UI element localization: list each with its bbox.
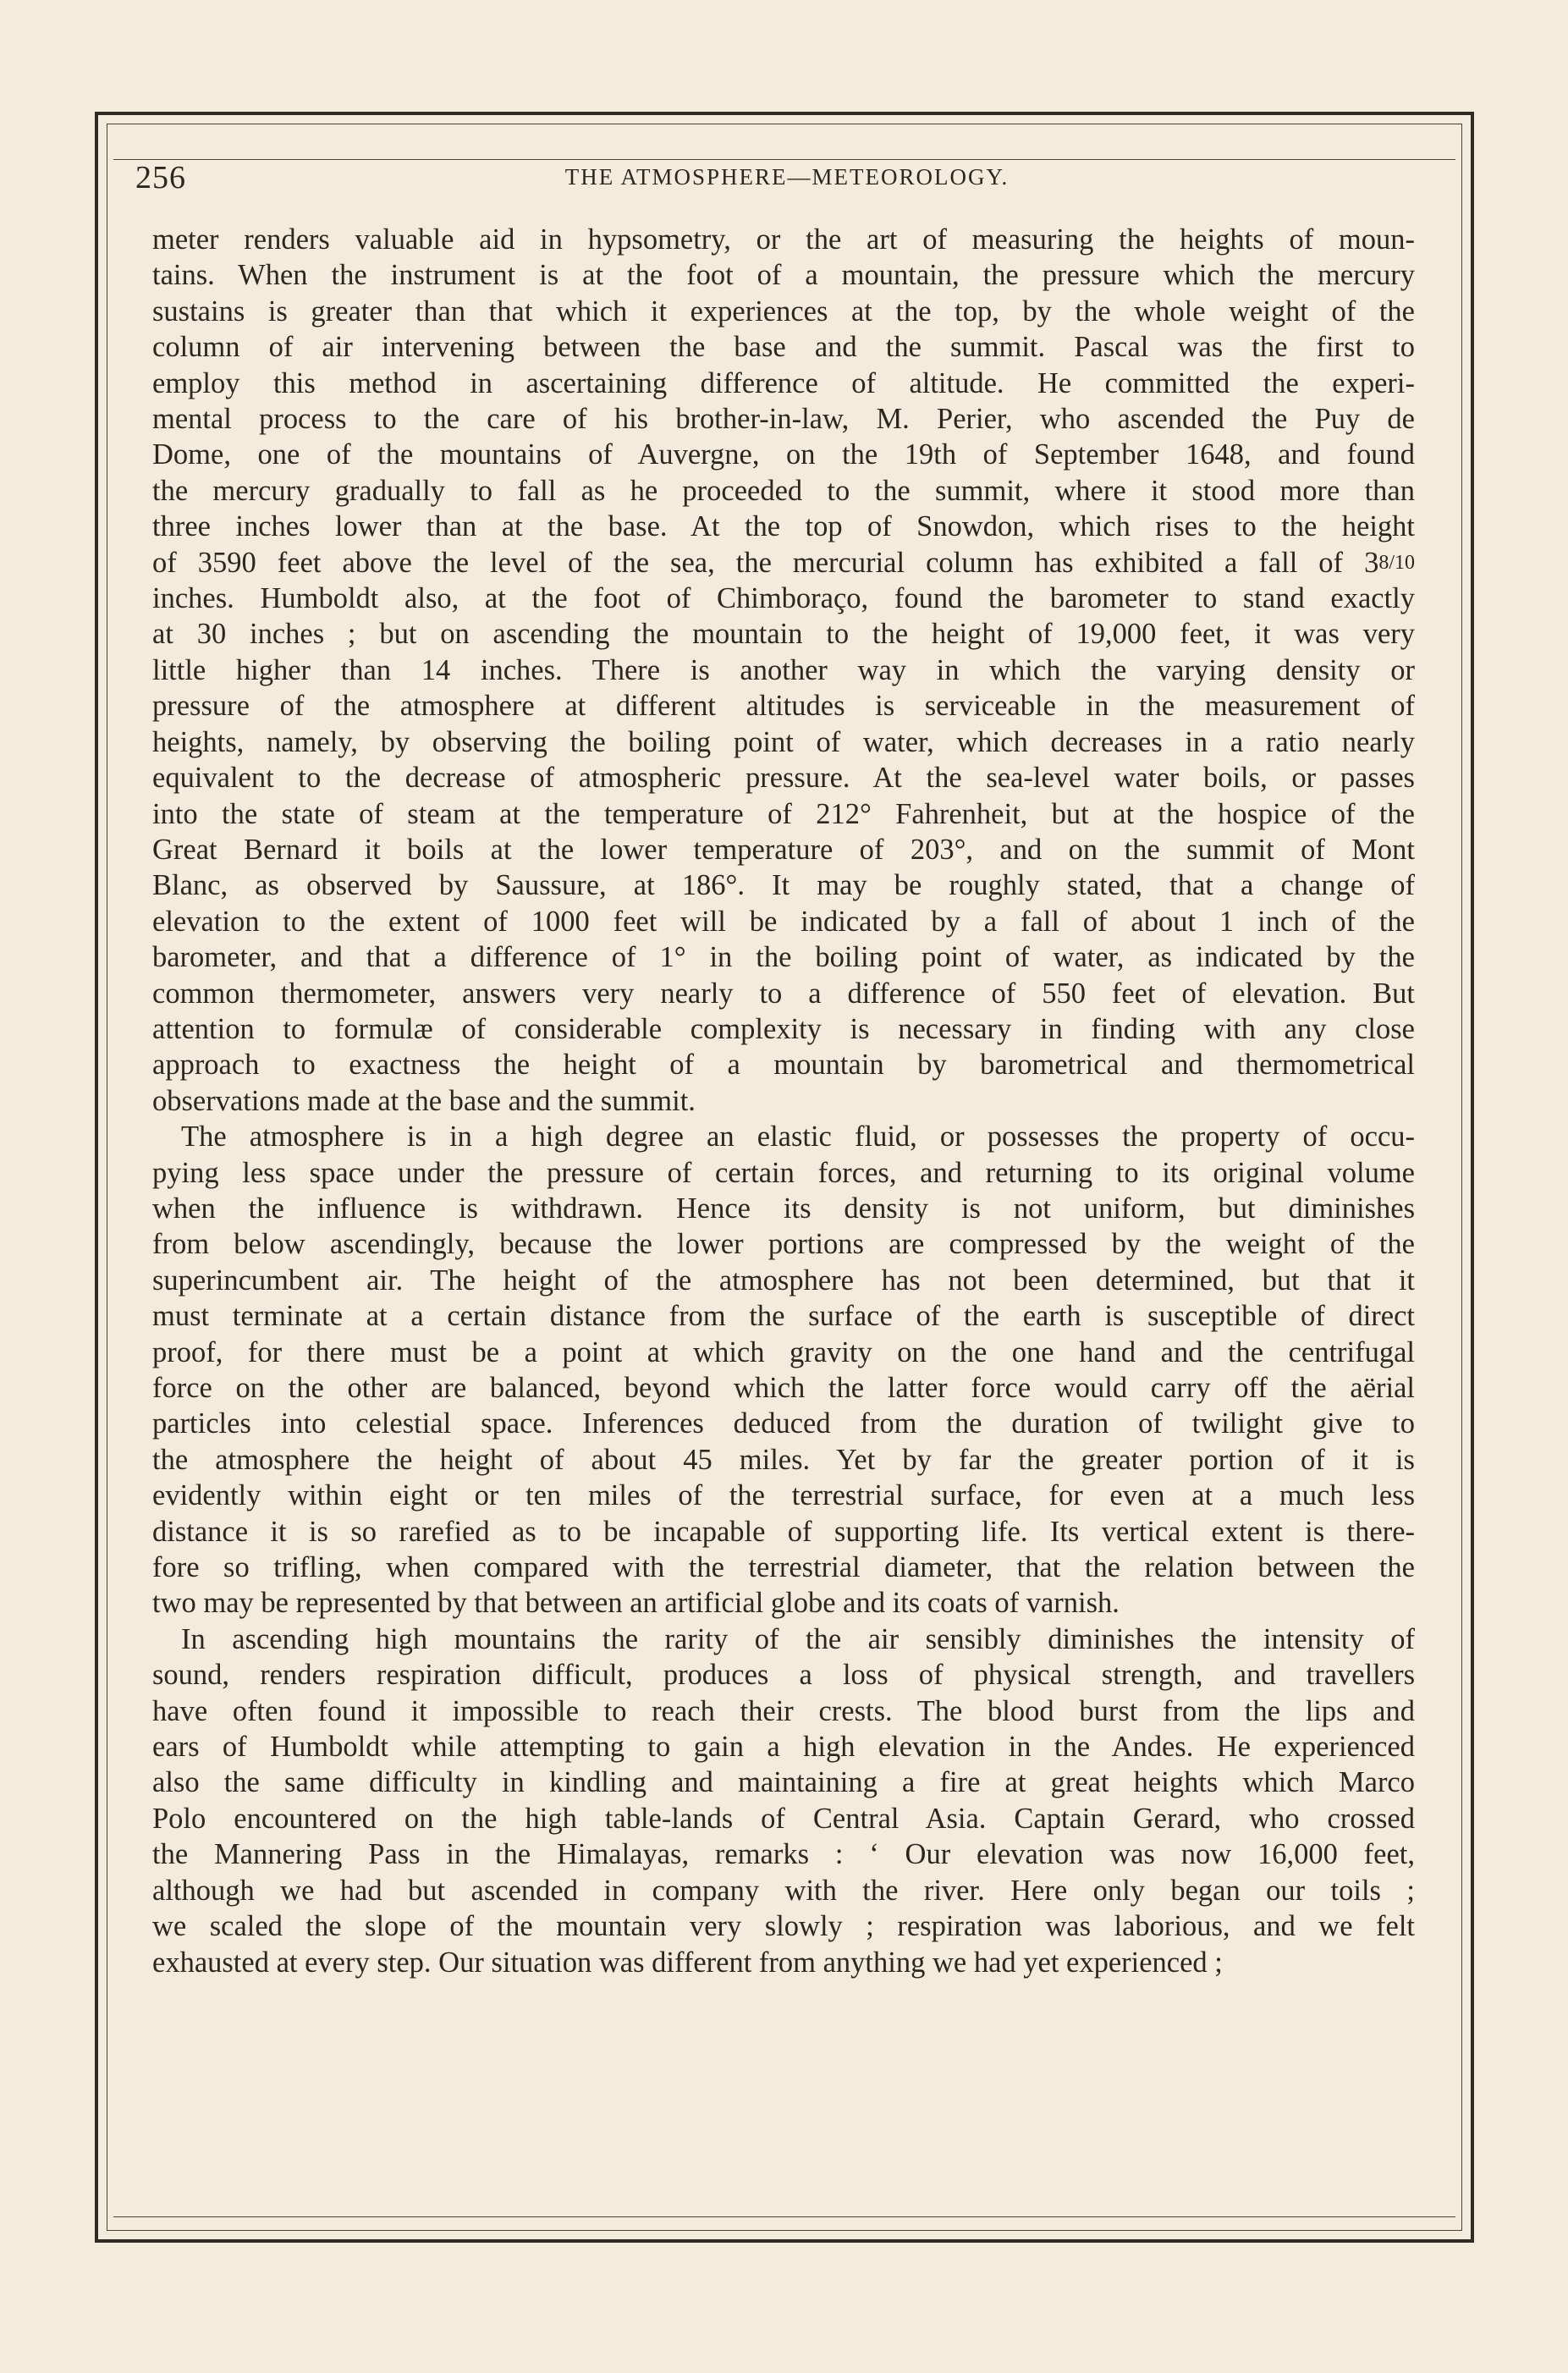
- text-line: little higher than 14 inches. There is another way in which the varying density or: [152, 653, 1415, 686]
- text-line: two may be represented by that between an artificial globe and its coats of varnish.: [152, 1587, 1120, 1620]
- text-line: the mercury gradually to fall as he proceeded to the summit, where it stood more than: [152, 474, 1415, 507]
- text-line: equivalent to the decrease of atmospheric pressure. At the sea-level water boils, or passes: [152, 762, 1415, 795]
- text-line: evidently within eight or ten miles of the terrestrial surface, for even at a much less: [152, 1479, 1415, 1512]
- text-line: meter renders valuable aid in hypsometry, or the art of measuring the heights of moun-: [152, 223, 1415, 256]
- text-line: approach to exactness the height of a mountain by barometrical and thermometrical: [152, 1049, 1415, 1082]
- text-line: inches. Humboldt also, at the foot of Chimboraço, found the barometer to stand exactly: [152, 582, 1415, 615]
- page-header: [135, 159, 1439, 196]
- body-text: [152, 222, 1415, 1980]
- text-line: when the influence is withdrawn. Hence its density is not uniform, but diminishes: [152, 1192, 1415, 1225]
- text-line: In ascending high mountains the rarity of the air sensibly diminishes the intensity of: [181, 1622, 1415, 1655]
- text-line: from below ascendingly, because the lower portions are compressed by the weight of the: [152, 1228, 1415, 1261]
- text-line: heights, namely, by observing the boiling point of water, which decreases in a ratio nearly: [152, 725, 1415, 758]
- text-line: Polo encountered on the high table-lands of Central Asia. Captain Gerard, who crossed: [152, 1802, 1415, 1835]
- text-line: The atmosphere is in a high degree an elastic fluid, or possesses the property of occu-: [181, 1120, 1415, 1153]
- text-line: mental process to the care of his brother-in-law, M. Perier, who ascended the Puy de: [152, 403, 1415, 436]
- text-line: into the state of steam at the temperature of 212° Fahrenheit, but at the hospice of the: [152, 797, 1415, 830]
- page-number: 256: [135, 160, 186, 195]
- text-line: the atmosphere the height of about 45 miles. Yet by far the greater portion of it is: [152, 1443, 1415, 1476]
- text-line: employ this method in ascertaining difference of altitude. He committed the experi-: [152, 366, 1415, 399]
- text-line: three inches lower than at the base. At the top of Snowdon, which rises to the height: [152, 510, 1415, 543]
- text-line: elevation to the extent of 1000 feet will be indicated by a fall of about 1 inch of the: [152, 905, 1415, 938]
- text-line: ears of Humboldt while attempting to gain a high elevation in the Andes. He experienced: [152, 1731, 1415, 1764]
- text-line: have often found it impossible to reach their crests. The blood burst from the lips and: [152, 1694, 1415, 1727]
- text-line: Dome, one of the mountains of Auvergne, on the 19th of September 1648, and found: [152, 438, 1415, 471]
- text-line: sound, renders respiration difficult, produces a loss of physical strength, and travellers: [152, 1659, 1415, 1692]
- text-line: observations made at the base and the summit.: [152, 1084, 696, 1117]
- text-line: although we had but ascended in company with the river. Here only began our toils ;: [152, 1874, 1415, 1907]
- text-line: of 3590 feet above the level of the sea, the mercurial column has exhibited a fall of 38/10: [152, 546, 1415, 579]
- text-line: tains. When the instrument is at the foot of a mountain, the pressure which the mercury: [152, 259, 1415, 292]
- text-line: distance it is so rarefied as to be incapable of supporting life. Its vertical extent is there-: [152, 1515, 1415, 1548]
- paragraph: [152, 1119, 1415, 1621]
- paragraph: [152, 1621, 1415, 1980]
- footer-rule: [113, 2216, 1455, 2217]
- text-line: pressure of the atmosphere at different altitudes is serviceable in the measurement of: [152, 690, 1415, 723]
- text-line: must terminate at a certain distance from the surface of the earth is susceptible of direct: [152, 1300, 1415, 1333]
- text-line: sustains is greater than that which it experiences at the top, by the whole weight of the: [152, 295, 1415, 328]
- text-line: the Mannering Pass in the Himalayas, remarks : ‘ Our elevation was now 16,000 feet,: [152, 1838, 1415, 1871]
- text-line: attention to formulæ of considerable complexity is necessary in finding with any close: [152, 1012, 1415, 1045]
- paragraph: [152, 222, 1415, 1119]
- text-line: Great Bernard it boils at the lower temperature of 203°, and on the summit of Mont: [152, 833, 1415, 866]
- text-line: at 30 inches ; but on ascending the mountain to the height of 19,000 feet, it was very: [152, 618, 1415, 651]
- text-line: column of air intervening between the base and the summit. Pascal was the first to: [152, 331, 1415, 364]
- text-line: Blanc, as observed by Saussure, at 186°. It may be roughly stated, that a change of: [152, 869, 1415, 902]
- text-line: exhausted at every step. Our situation was different from anything we had yet experienced ;: [152, 1946, 1223, 1979]
- text-line: we scaled the slope of the mountain very slowly ; respiration was laborious, and we felt: [152, 1910, 1415, 1943]
- text-line: proof, for there must be a point at which gravity on the one hand and the centrifugal: [152, 1335, 1415, 1368]
- running-title: THE ATMOSPHERE—METEOROLOGY.: [564, 164, 1010, 190]
- text-line: common thermometer, answers very nearly to a difference of 550 feet of elevation. But: [152, 977, 1415, 1010]
- text-line: particles into celestial space. Inferences deduced from the duration of twilight give to: [152, 1407, 1415, 1440]
- text-line: also the same difficulty in kindling and maintaining a fire at great heights which Marco: [152, 1766, 1415, 1799]
- text-line: fore so trifling, when compared with the terrestrial diameter, that the relation between the: [152, 1551, 1415, 1584]
- text-line: pying less space under the pressure of certain forces, and returning to its original volume: [152, 1156, 1415, 1189]
- inline-fraction: 8/10: [1378, 551, 1415, 574]
- text-line: superincumbent air. The height of the atmosphere has not been determined, but that it: [152, 1264, 1415, 1297]
- text-line: force on the other are balanced, beyond which the latter force would carry off the aërial: [152, 1372, 1415, 1404]
- text-line: barometer, and that a difference of 1° in the boiling point of water, as indicated by the: [152, 941, 1415, 974]
